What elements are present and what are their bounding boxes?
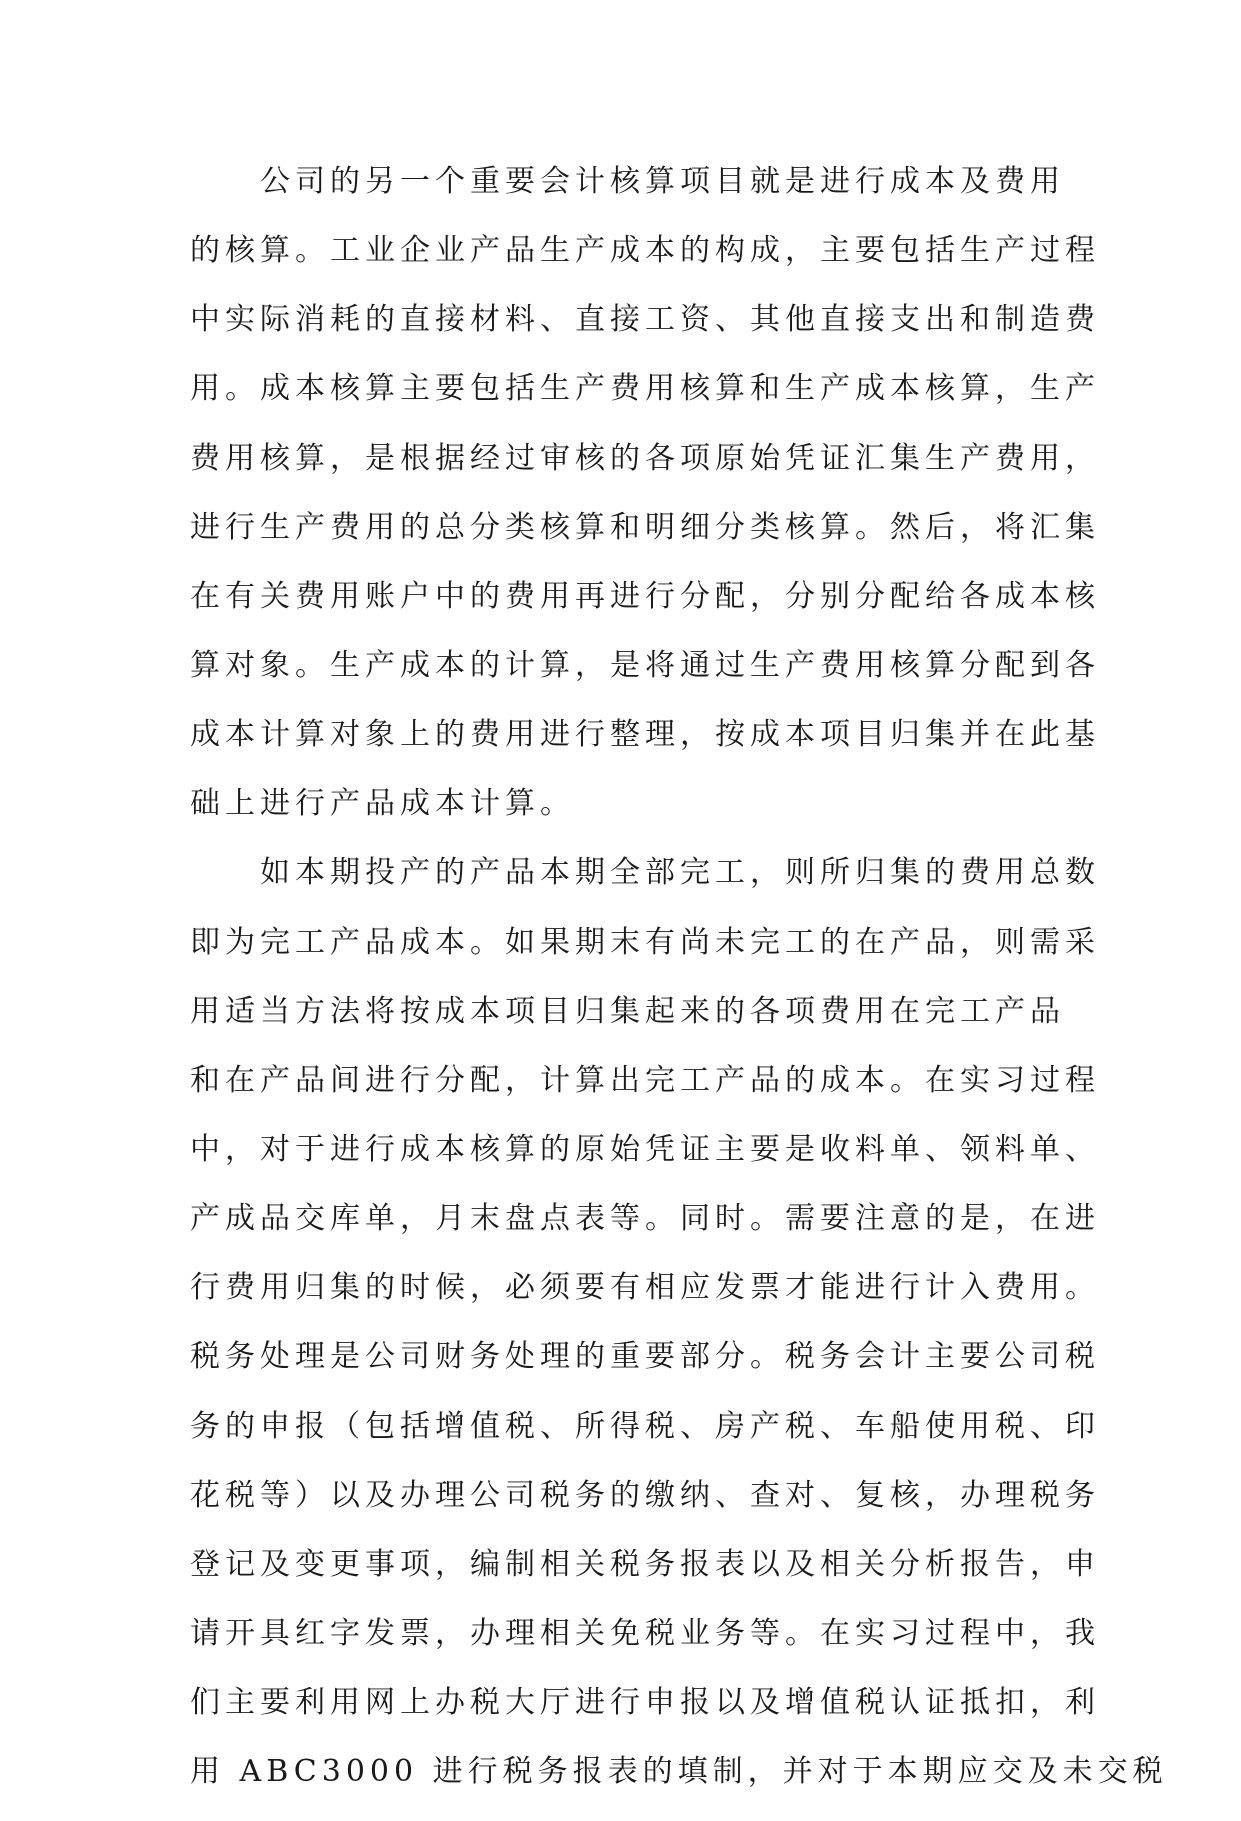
- text-line: 在有关费用账户中的费用再进行分配，分别分配给各成本核: [190, 578, 1100, 614]
- text-line: 务的申报（包括增值税、所得税、房产税、车船使用税、印: [190, 1408, 1100, 1444]
- text-line: 即为完工产品成本。如果期末有尚未完工的在产品，则需采: [190, 924, 1100, 960]
- text-line: 的核算。工业企业产品生产成本的构成，主要包括生产过程: [190, 233, 1100, 269]
- text-line: 和在产品间进行分配，计算出完工产品的成本。在实习过程: [190, 1062, 1100, 1098]
- text-line: 中实际消耗的直接材料、直接工资、其他直接支出和制造费: [190, 302, 1100, 338]
- text-line: 算对象。生产成本的计算，是将通过生产费用核算分配到各: [190, 647, 1100, 683]
- text-line: 公司的另一个重要会计核算项目就是进行成本及费用: [190, 164, 1065, 199]
- text-line: 行费用归集的时候，必须要有相应发票才能进行计入费用。: [190, 1270, 1100, 1306]
- text-line: 成本计算对象上的费用进行整理，按成本项目归集并在此基: [190, 717, 1100, 753]
- text-line: 税务处理是公司财务处理的重要部分。税务会计主要公司税: [190, 1339, 1100, 1375]
- text-line: 登记及变更事项，编制相关税务报表以及相关分析报告，申: [190, 1546, 1100, 1582]
- text-line: 中，对于进行成本核算的原始凭证主要是收料单、领料单、: [190, 1131, 1100, 1167]
- text-line: 产成品交库单，月末盘点表等。同时。需要注意的是，在进: [190, 1201, 1100, 1237]
- text-line: 用。成本核算主要包括生产费用核算和生产成本核算，生产: [190, 371, 1100, 407]
- text-line: 用 ABC3000 进行税务报表的填制，并对于本期应交及未交税: [190, 1754, 1168, 1790]
- text-line: 进行生产费用的总分类核算和明细分类核算。然后，将汇集: [190, 509, 1100, 545]
- text-line: 花税等）以及办理公司税务的缴纳、查对、复核，办理税务: [190, 1477, 1100, 1513]
- text-line: 础上进行产品成本计算。: [190, 786, 575, 822]
- text-line: 们主要利用网上办税大厅进行申报以及增值税认证抵扣，利: [190, 1685, 1100, 1721]
- document-body: [190, 162, 1168, 1821]
- text-line: 费用核算，是根据经过审核的各项原始凭证汇集生产费用，: [190, 440, 1100, 476]
- text-line: 如本期投产的产品本期全部完工，则所归集的费用总数: [190, 855, 1100, 891]
- text-line: 请开具红字发票，办理相关免税业务等。在实习过程中，我: [190, 1615, 1100, 1651]
- text-line: 用适当方法将按成本项目归集起来的各项费用在完工产品: [190, 993, 1065, 1029]
